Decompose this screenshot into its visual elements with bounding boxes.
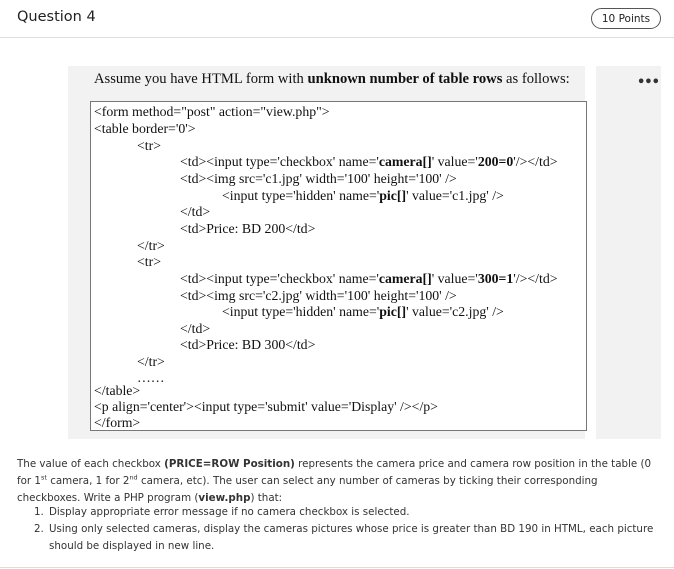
question-title: Question 4 <box>17 9 96 25</box>
code-line: <input type='hidden' name='pic[]' value='c1.jpg' /> <box>222 188 504 203</box>
header-divider <box>0 37 674 38</box>
code-line: <table border='0'> <box>94 121 196 136</box>
code-line: </td> <box>180 321 211 336</box>
code-line: </tr> <box>137 354 165 369</box>
code-line: <td>Price: BD 300</td> <box>180 337 316 352</box>
question-description: The value of each checkbox (PRICE=ROW Position) represents the camera price and camera row position in the table (0 for 1st camera, 1 for 2nd camera, etc). The user can select any number of cameras by ticking their corresponding checkboxes. Write a PHP program (view.php) that: <box>17 458 652 504</box>
code-line: <tr> <box>137 138 161 153</box>
list-number: 2. <box>34 523 44 535</box>
code-line: <td>Price: BD 200</td> <box>180 221 316 236</box>
code-line: <tr> <box>137 254 161 269</box>
list-text: Using only selected cameras, display the cameras pictures whose price is greater than BD 190 in HTML, each picture should be displayed in new line. <box>49 523 654 552</box>
code-line: <td><input type='checkbox' name='camera[]' value='300=1'/></td> <box>180 271 558 286</box>
side-panel <box>596 66 661 439</box>
points-badge: 10 Points <box>591 8 661 29</box>
code-line: </form> <box>94 415 141 430</box>
code-line: </td> <box>180 204 211 219</box>
list-number: 1. <box>34 506 44 518</box>
bottom-divider <box>0 567 674 568</box>
code-line: <td><img src='c1.jpg' width='100' height='100' /> <box>180 171 457 186</box>
code-line: </table> <box>94 383 141 398</box>
code-line: <p align='center'><input type='submit' value='Display' /></p> <box>94 399 438 414</box>
code-line: <td><input type='checkbox' name='camera[]' value='200=0'/></td> <box>180 154 558 169</box>
more-options-icon[interactable]: ••• <box>637 75 659 90</box>
code-line: <input type='hidden' name='pic[]' value='c2.jpg' /> <box>222 304 504 319</box>
code-line: <td><img src='c2.jpg' width='100' height='100' /> <box>180 288 457 303</box>
question-prompt: Assume you have HTML form with unknown number of table rows as follows: <box>94 71 570 87</box>
code-listing <box>90 101 587 431</box>
question-header <box>0 0 674 38</box>
list-text: Display appropriate error message if no camera checkbox is selected. <box>49 506 410 518</box>
code-line: <form method="post" action="view.php"> <box>94 104 330 119</box>
code-line: </tr> <box>137 238 165 253</box>
code-line: …… <box>137 370 165 385</box>
